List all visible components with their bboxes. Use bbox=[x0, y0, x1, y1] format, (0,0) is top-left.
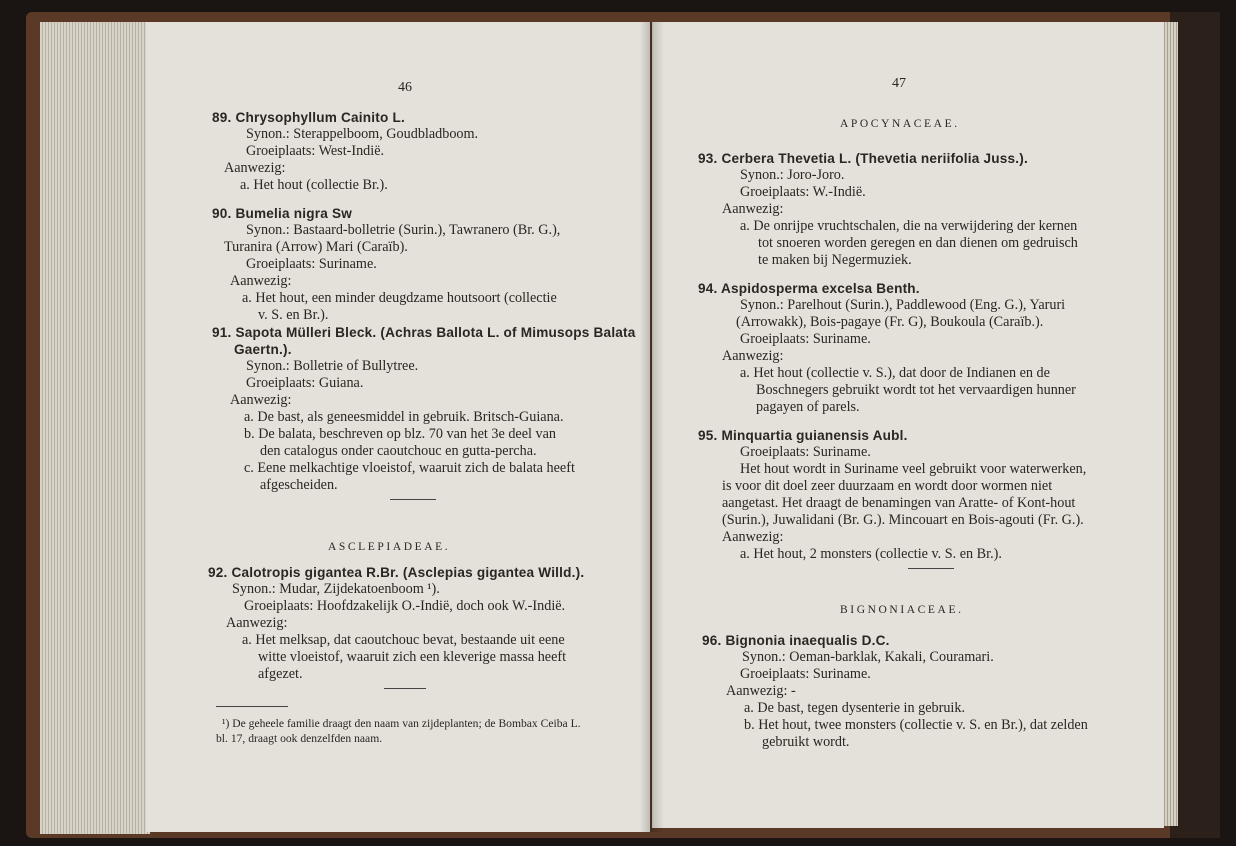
present-label: Aanwezig: - bbox=[726, 683, 796, 699]
synonym-line: Synon.: Oeman-barklak, Kakali, Couramari. bbox=[742, 649, 994, 665]
text-line: (Surin.), Juwalidani (Br. G.). Mincouart en Bois-agouti (Fr. G.). bbox=[722, 512, 1084, 528]
section-title: BIGNONIACEAE. bbox=[840, 604, 964, 616]
right-page bbox=[652, 22, 1164, 828]
footnote-line: bl. 17, draagt ook denzelfden naam. bbox=[216, 732, 383, 745]
item-line-cont: pagayen of parels. bbox=[756, 399, 860, 415]
present-label: Aanwezig: bbox=[230, 273, 292, 289]
footnote-line: ¹) De geheele familie draagt den naam van zijdeplanten; de Bombax Ceiba L. bbox=[222, 717, 581, 730]
item-line-cont: afgescheiden. bbox=[260, 477, 338, 493]
item-line: c. Eene melkachtige vloeistof, waaruit zich de balata heeft bbox=[244, 460, 575, 476]
entry-heading: 96. Bignonia inaequalis D.C. bbox=[702, 633, 890, 648]
divider bbox=[384, 688, 426, 689]
present-label: Aanwezig: bbox=[226, 615, 288, 631]
text-line: is voor dit doel zeer duurzaam en wordt door wormen niet bbox=[722, 478, 1053, 494]
item-line: a. Het melksap, dat caoutchouc bevat, bestaande uit eene bbox=[242, 632, 565, 648]
habitat-line: Groeiplaats: Suriname. bbox=[246, 256, 377, 272]
entry-heading: 90. Bumelia nigra Sw bbox=[212, 206, 352, 221]
item-line-cont: Boschnegers gebruikt wordt tot het vervaardigen hunner bbox=[756, 382, 1076, 398]
entry-heading: 89. Chrysophyllum Cainito L. bbox=[212, 110, 405, 125]
synonym-line: Synon.: Parelhout (Surin.), Paddlewood (Eng. G.), Yaruri bbox=[740, 297, 1066, 313]
habitat-line: Groeiplaats: Hoofdzakelijk O.-Indië, doch ook W.-Indië. bbox=[244, 598, 566, 614]
divider bbox=[908, 568, 954, 569]
text-line: aangetast. Het draagt de benamingen van Aratte- of Kont-hout bbox=[722, 495, 1076, 511]
habitat-line: Groeiplaats: West-Indië. bbox=[246, 143, 385, 159]
footnote-rule bbox=[216, 706, 288, 707]
page-edges-left bbox=[40, 22, 150, 834]
item-line: b. De balata, beschreven op blz. 70 van het 3e deel van bbox=[244, 426, 557, 442]
synonym-line: Synon.: Bastaard-bolletrie (Surin.), Tawranero (Br. G.), bbox=[246, 222, 561, 238]
book-gutter bbox=[640, 22, 664, 832]
item-line: a. De onrijpe vruchtschalen, die na verwijdering der kernen bbox=[740, 218, 1078, 234]
item-line-cont: tot snoeren worden geregen en dan dienen om gedruisch bbox=[758, 235, 1078, 251]
synonym-line: Synon.: Joro-Joro. bbox=[740, 167, 845, 183]
habitat-line: Groeiplaats: Suriname. bbox=[740, 444, 871, 460]
habitat-line: Groeiplaats: Suriname. bbox=[740, 666, 871, 682]
synonym-line-cont: Turanira (Arrow) Mari (Caraïb). bbox=[224, 239, 408, 255]
entry-heading: 94. Aspidosperma excelsa Benth. bbox=[698, 281, 920, 296]
left-page bbox=[146, 22, 650, 832]
item-line-cont: gebruikt wordt. bbox=[762, 734, 850, 750]
item-line: a. Het hout, een minder deugdzame houtsoort (collectie bbox=[242, 290, 557, 306]
item-line-cont: witte vloeistof, waaruit zich een kleverige massa heeft bbox=[258, 649, 567, 665]
present-label: Aanwezig: bbox=[722, 201, 784, 217]
item-line-cont: den catalogus onder caoutchouc en gutta-percha. bbox=[260, 443, 537, 459]
entry-heading: 93. Cerbera Thevetia L. (Thevetia neriifolia Juss.). bbox=[698, 151, 1028, 166]
habitat-line: Groeiplaats: W.-Indië. bbox=[740, 184, 866, 200]
entry-heading: 92. Calotropis gigantea R.Br. (Asclepias gigantea Willd.). bbox=[208, 565, 585, 580]
present-label: Aanwezig: bbox=[230, 392, 292, 408]
page-number: 47 bbox=[892, 76, 906, 91]
entry-heading: 91. Sapota Mülleri Bleck. (Achras Ballota L. of Mimusops Balata bbox=[212, 325, 636, 340]
present-label: Aanwezig: bbox=[722, 348, 784, 364]
entry-heading: 95. Minquartia guianensis Aubl. bbox=[698, 428, 908, 443]
page-number: 46 bbox=[398, 80, 412, 95]
synonym-line: Synon.: Sterappelboom, Goudbladboom. bbox=[246, 126, 479, 142]
text-line: Het hout wordt in Suriname veel gebruikt voor waterwerken, bbox=[740, 461, 1087, 477]
item-line-cont: v. S. en Br.). bbox=[258, 307, 329, 323]
section-title: APOCYNACEAE. bbox=[840, 118, 960, 130]
synonym-line: Synon.: Mudar, Zijdekatoenboom ¹). bbox=[232, 581, 440, 597]
item-line: a. Het hout (collectie v. S.), dat door de Indianen en de bbox=[740, 365, 1050, 381]
synonym-line: Synon.: Bolletrie of Bullytree. bbox=[246, 358, 419, 374]
synonym-line-cont: (Arrowakk), Bois-pagaye (Fr. G), Boukoula (Caraïb.). bbox=[736, 314, 1044, 330]
item-line-cont: afgezet. bbox=[258, 666, 303, 682]
habitat-line: Groeiplaats: Guiana. bbox=[246, 375, 364, 391]
item-line: a. De bast, als geneesmiddel in gebruik. Britsch-Guiana. bbox=[244, 409, 564, 425]
item-line: a. Het hout (collectie Br.). bbox=[240, 177, 388, 193]
present-label: Aanwezig: bbox=[224, 160, 286, 176]
present-label: Aanwezig: bbox=[722, 529, 784, 545]
item-line: a. De bast, tegen dysenterie in gebruik. bbox=[744, 700, 966, 716]
section-title: ASCLEPIADEAE. bbox=[328, 541, 451, 553]
item-line-cont: te maken bij Negermuziek. bbox=[758, 252, 912, 268]
item-line: a. Het hout, 2 monsters (collectie v. S. en Br.). bbox=[740, 546, 1002, 562]
habitat-line: Groeiplaats: Suriname. bbox=[740, 331, 871, 347]
divider bbox=[390, 499, 436, 500]
entry-heading-cont: Gaertn.). bbox=[234, 342, 292, 357]
item-line: b. Het hout, twee monsters (collectie v. S. en Br.), dat zelden bbox=[744, 717, 1088, 733]
